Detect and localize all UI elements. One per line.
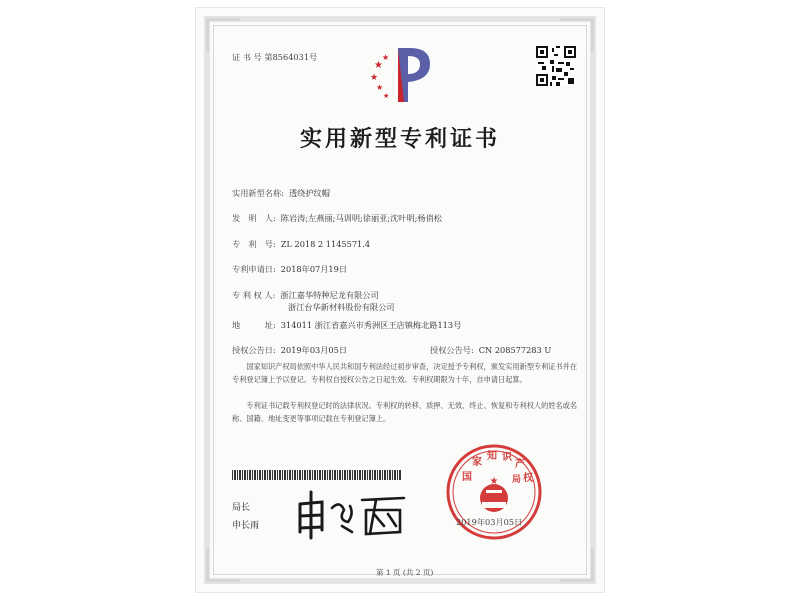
signer-name: 申长雨: [232, 521, 260, 531]
field-row: [232, 313, 461, 332]
svg-text:知: 知: [487, 451, 497, 462]
seal-bureau-character: 局: [512, 475, 522, 485]
svg-text:★: ★: [382, 53, 390, 62]
signature: [292, 486, 412, 540]
legal-note: 专利证书记载专利权登记时的法律状况。专利权的转移、质押、无效、终止、恢复和专利权人的姓名或名称、国籍、地址变更等事项记载在专利登记簿上。: [232, 401, 578, 423]
field-value: 透绕护纹帽: [288, 188, 330, 198]
barcode: [232, 470, 402, 480]
grant-statement: 国家知识产权局依照中华人民共和国专利法经过初步审查，决定授予专利权，颁发实用新型专利证书并在专利登记簿上予以登记。专利权自授权公告之日起生效。专利权期限为十年，自申请日起算。: [232, 362, 578, 384]
cert-no-value: 第8564031号: [264, 52, 318, 62]
field-value: ZL 2018 2 1145571.4: [280, 239, 371, 249]
field-label: 授权公告日:: [232, 345, 276, 355]
seal-date: 2019年03月05日: [456, 517, 523, 527]
svg-text:识: 识: [502, 452, 512, 463]
svg-text:家: 家: [472, 457, 482, 468]
page-footer: 第 1 页 (共 2 页): [376, 568, 434, 577]
field-label: 实用新型名称:: [232, 188, 284, 198]
svg-text:★: ★: [383, 92, 390, 100]
certificate-number: [232, 52, 317, 63]
field-value: 浙江台华新材料股份有限公司: [288, 302, 395, 312]
field-row: [288, 295, 394, 314]
svg-text:★: ★: [370, 73, 379, 83]
svg-text:★: ★: [374, 60, 383, 71]
field-value: 2019年03月05日: [280, 345, 348, 355]
field-value: 浙江嘉华特种尼龙有限公司: [280, 290, 379, 300]
cert-no-label: 证 书 号: [232, 52, 262, 62]
certificate-title: 实用新型专利证书: [300, 126, 501, 152]
qr-code: [536, 46, 576, 86]
publication-number: [430, 338, 551, 357]
svg-text:★: ★: [489, 476, 499, 487]
field-row: [232, 206, 442, 225]
field-value: 314011 浙江省嘉兴市秀洲区王店镇梅北路113号: [280, 320, 462, 330]
corner-ornament: [560, 548, 594, 582]
field-label: 地 址:: [232, 320, 276, 330]
svg-text:产: 产: [515, 459, 525, 470]
pub-no-label: 授权公告号:: [430, 345, 474, 355]
field-value: 陈岩涛;左燕丽;马训明;徐丽亚;沈叶明;杨俏松: [280, 213, 442, 223]
field-label: 专 利 号:: [232, 239, 276, 249]
svg-text:国: 国: [462, 472, 472, 483]
field-row: [232, 181, 330, 200]
svg-text:权: 权: [523, 473, 533, 484]
svg-text:★: ★: [376, 83, 384, 92]
patent-office-logo: [368, 42, 438, 106]
official-seal: [442, 440, 546, 544]
corner-ornament: [206, 18, 240, 52]
field-row: [232, 338, 347, 357]
corner-ornament: [206, 548, 240, 582]
field-row: [232, 232, 370, 251]
field-row: [232, 257, 347, 276]
signer-title: 局长: [232, 503, 251, 513]
pub-no-value: CN 208577283 U: [478, 345, 552, 355]
field-value: 2018年07月19日: [280, 264, 348, 274]
field-label: 专利申请日:: [232, 264, 276, 274]
field-label: 发 明 人:: [232, 213, 276, 223]
field-label: 专 利 权 人:: [232, 290, 276, 300]
